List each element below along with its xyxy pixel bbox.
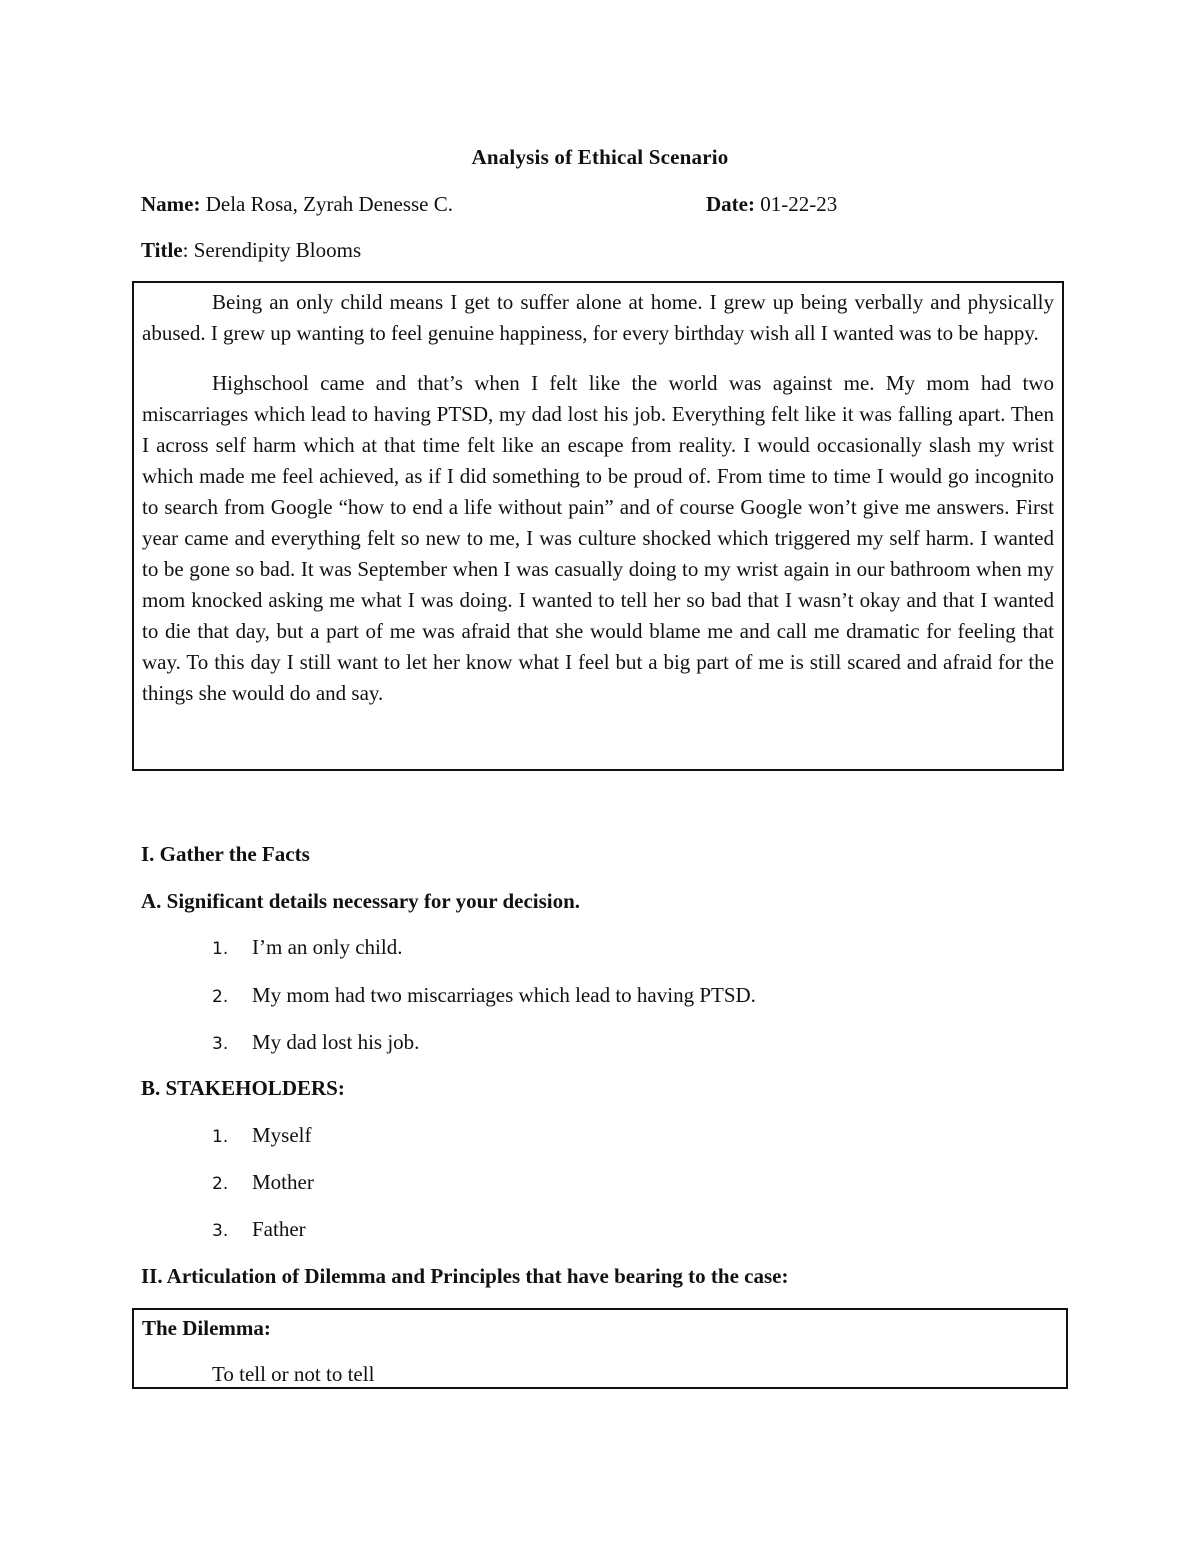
- list-item: [212, 1123, 312, 1148]
- scenario-box: [132, 281, 1064, 771]
- section-2-heading: II. Articulation of Dilemma and Principles that have bearing to the case:: [141, 1264, 789, 1288]
- name-label: Name:: [141, 192, 201, 216]
- list-text: I’m an only child.: [252, 935, 403, 959]
- scenario-paragraph: Being an only child means I get to suffer alone at home. I grew up being verbally and physically abused. I grew up wanting to feel genuine happiness, for every birthday wish all I wanted was to be happy.: [142, 290, 1054, 345]
- list-item: [212, 983, 756, 1008]
- list-number: 3.: [212, 1221, 229, 1241]
- list-text: My mom had two miscarriages which lead to having PTSD.: [252, 983, 756, 1007]
- document-title: Analysis of Ethical Scenario: [471, 145, 729, 169]
- dilemma-heading: The Dilemma:: [142, 1316, 271, 1340]
- list-item: [212, 1030, 419, 1055]
- list-item: [212, 935, 402, 960]
- title-field: [141, 238, 361, 263]
- section-1b-heading: B. STAKEHOLDERS:: [141, 1076, 345, 1100]
- scenario-paragraph: Highschool came and that’s when I felt like the world was against me. My mom had two miscarriages which lead to having PTSD, my dad lost his job. Everything felt like it was falling apart. Then I across self harm which at that time felt like an escape from reality. I would occasionally slash my wrist which made me feel achieved, as if I did something to be proud of. From time to time I would go incognito to search from Google “how to end a life without pain” and of course Google won’t give me answers. First year came and everything felt so new to me, I was culture shocked which triggered my self harm. I wanted to be gone so bad. It was September when I was casually doing to my wrist again in our bathroom when my mom knocked asking me what I was doing. I wanted to tell her so bad that I wasn’t okay and that I wanted to die that day, but a part of me was afraid that she would blame me and call me dramatic for feeling that way. To this day I still want to let her know what I feel but a big part of me is still scared and afraid for the things she would do and say.: [142, 371, 1054, 705]
- list-number: 1.: [212, 1127, 229, 1147]
- section-1-heading: I. Gather the Facts: [141, 842, 310, 866]
- list-number: 2.: [212, 987, 229, 1007]
- section-1a-heading: A. Significant details necessary for your decision.: [141, 889, 581, 913]
- list-number: 2.: [212, 1174, 229, 1194]
- list-item: [212, 1170, 314, 1195]
- title-value: : Serendipity Blooms: [182, 238, 362, 262]
- list-item: [212, 1217, 306, 1242]
- dilemma-text: To tell or not to tell: [212, 1362, 375, 1386]
- name-value: Dela Rosa, Zyrah Denesse C.: [200, 192, 453, 216]
- list-number: 3.: [212, 1034, 229, 1054]
- list-text: Mother: [252, 1170, 314, 1194]
- list-text: Myself: [252, 1123, 312, 1147]
- dilemma-box: [132, 1308, 1068, 1389]
- list-text: My dad lost his job.: [252, 1030, 420, 1054]
- date-label: Date:: [706, 192, 755, 216]
- list-number: 1.: [212, 939, 229, 959]
- title-label: Title: [141, 238, 183, 262]
- date-field: [706, 192, 837, 217]
- name-field: [141, 192, 453, 217]
- date-value: 01-22-23: [754, 192, 838, 216]
- list-text: Father: [252, 1217, 306, 1241]
